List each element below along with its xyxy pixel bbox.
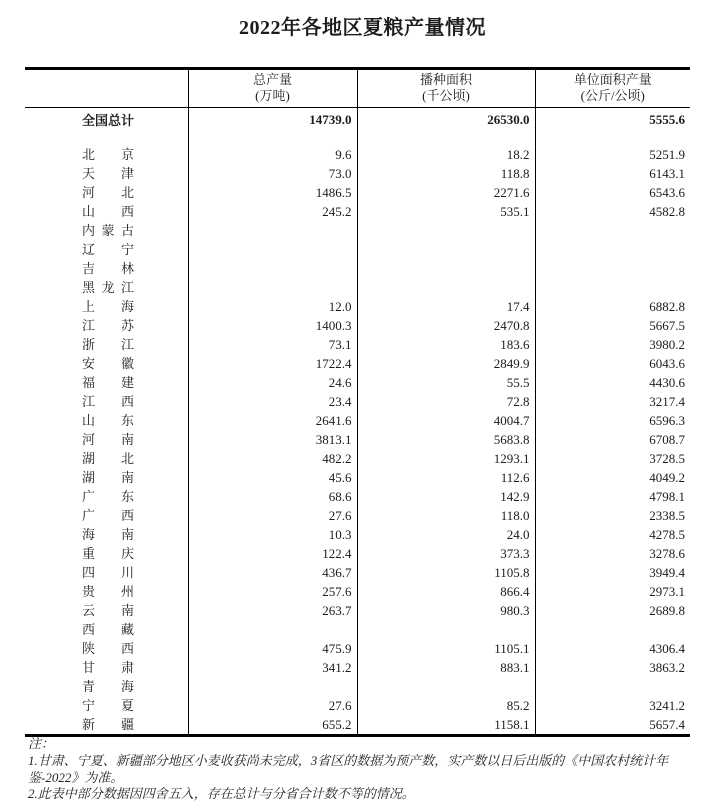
- region-cell: [25, 544, 188, 563]
- table-header: [25, 69, 690, 108]
- table-row: [25, 221, 690, 240]
- region-cell: [25, 525, 188, 544]
- note-line: 1.甘肃、宁夏、新疆部分地区小麦收获尚未完成，3省区的数据为预产数，实产数以日后出版的《中国农村统计年: [28, 752, 669, 768]
- value-cell: 112.6: [357, 468, 535, 487]
- region-name: 宁 夏: [82, 697, 134, 713]
- value-cell: 3980.2: [535, 335, 690, 354]
- region-name: 四 川: [82, 564, 134, 580]
- table-row: [25, 582, 690, 601]
- value-cell: 45.6: [188, 468, 357, 487]
- table-row: [25, 563, 690, 582]
- region-name: 贵 州: [82, 583, 134, 599]
- region-cell: [25, 221, 188, 240]
- header-total-output-unit: (万吨): [255, 88, 290, 103]
- value-cell: 12.0: [188, 297, 357, 316]
- value-cell: 3863.2: [535, 658, 690, 677]
- table-row: [25, 392, 690, 411]
- region-name: 甘 肃: [82, 659, 134, 675]
- spacer-row: [25, 132, 690, 145]
- region-cell: [25, 715, 188, 736]
- value-cell: 4798.1: [535, 487, 690, 506]
- value-cell: 17.4: [357, 297, 535, 316]
- value-cell: 3813.1: [188, 430, 357, 449]
- value-cell: 1722.4: [188, 354, 357, 373]
- region-name: 江 苏: [82, 317, 134, 333]
- value-cell: 118.8: [357, 164, 535, 183]
- value-cell: [188, 221, 357, 240]
- value-cell: [357, 259, 535, 278]
- region-name: 山 西: [82, 203, 134, 219]
- region-name: 上 海: [82, 298, 134, 314]
- value-cell: [188, 259, 357, 278]
- value-cell: 6143.1: [535, 164, 690, 183]
- value-cell: 5683.8: [357, 430, 535, 449]
- value-cell: [357, 240, 535, 259]
- value-cell: 1293.1: [357, 449, 535, 468]
- value-cell: [535, 240, 690, 259]
- value-cell: 6882.8: [535, 297, 690, 316]
- region-name: 西 藏: [82, 621, 134, 637]
- table-row: [25, 601, 690, 620]
- value-cell: 2689.8: [535, 601, 690, 620]
- region-cell: [25, 278, 188, 297]
- value-cell: 23.4: [188, 392, 357, 411]
- value-cell: 3728.5: [535, 449, 690, 468]
- region-cell: [25, 335, 188, 354]
- value-cell: 4049.2: [535, 468, 690, 487]
- value-cell: [535, 259, 690, 278]
- value-cell: 68.6: [188, 487, 357, 506]
- value-cell: 866.4: [357, 582, 535, 601]
- value-cell: 183.6: [357, 335, 535, 354]
- value-cell: 245.2: [188, 202, 357, 221]
- value-cell: [535, 221, 690, 240]
- value-cell: 475.9: [188, 639, 357, 658]
- region-name: 安 徽: [82, 355, 134, 371]
- header-region-blank: [25, 69, 188, 108]
- header-total-output: [188, 69, 357, 108]
- value-cell: 436.7: [188, 563, 357, 582]
- value-cell: 2849.9: [357, 354, 535, 373]
- value-cell: 3278.6: [535, 544, 690, 563]
- value-cell: 9.6: [188, 145, 357, 164]
- summer-grain-table-wrap: [25, 67, 690, 737]
- region-cell: [25, 183, 188, 202]
- value-cell: [188, 677, 357, 696]
- value-cell: 6543.6: [535, 183, 690, 202]
- header-unit-yield-title: 单位面积产量: [573, 72, 652, 87]
- value-cell: 2338.5: [535, 506, 690, 525]
- value-cell: 373.3: [357, 544, 535, 563]
- region-cell: [25, 259, 188, 278]
- table-row: [25, 373, 690, 392]
- table-row: [25, 145, 690, 164]
- value-cell: [535, 677, 690, 696]
- region-cell: [25, 392, 188, 411]
- value-cell: 2470.8: [357, 316, 535, 335]
- value-cell: 55.5: [357, 373, 535, 392]
- value-cell: [188, 278, 357, 297]
- value-cell: 3217.4: [535, 392, 690, 411]
- value-cell: 1105.1: [357, 639, 535, 658]
- table-row: [25, 297, 690, 316]
- region-name: 浙 江: [82, 336, 134, 352]
- region-cell: [25, 506, 188, 525]
- region-name: 吉 林: [82, 260, 134, 276]
- region-cell: [25, 449, 188, 468]
- table-row: [25, 544, 690, 563]
- value-cell: 263.7: [188, 601, 357, 620]
- table-row: [25, 487, 690, 506]
- value-cell: 10.3: [188, 525, 357, 544]
- value-cell: 980.3: [357, 601, 535, 620]
- value-cell: 535.1: [357, 202, 535, 221]
- table-row: [25, 696, 690, 715]
- table-row: [25, 658, 690, 677]
- header-sown-area: [357, 69, 535, 108]
- region-name: 广 东: [82, 488, 134, 504]
- total-yield-value: 5555.6: [535, 108, 690, 132]
- value-cell: 73.1: [188, 335, 357, 354]
- value-cell: 1158.1: [357, 715, 535, 736]
- value-cell: [535, 620, 690, 639]
- region-cell: [25, 620, 188, 639]
- value-cell: 72.8: [357, 392, 535, 411]
- total-row: [25, 108, 690, 132]
- value-cell: 5667.5: [535, 316, 690, 335]
- value-cell: 4306.4: [535, 639, 690, 658]
- table-row: [25, 164, 690, 183]
- region-name: 河 南: [82, 431, 134, 447]
- value-cell: 4430.6: [535, 373, 690, 392]
- region-cell: [25, 354, 188, 373]
- region-name: 内 蒙 古: [82, 222, 134, 238]
- value-cell: 655.2: [188, 715, 357, 736]
- total-region-name: 全 国 总 计: [82, 113, 135, 129]
- value-cell: [357, 620, 535, 639]
- region-name: 湖 北: [82, 450, 134, 466]
- value-cell: 6596.3: [535, 411, 690, 430]
- value-cell: 341.2: [188, 658, 357, 677]
- header-row: [25, 69, 690, 108]
- region-cell: [25, 582, 188, 601]
- region-name: 新 疆: [82, 716, 134, 732]
- value-cell: 5251.9: [535, 145, 690, 164]
- value-cell: 4278.5: [535, 525, 690, 544]
- region-cell: [25, 487, 188, 506]
- table-row: [25, 468, 690, 487]
- value-cell: 2973.1: [535, 582, 690, 601]
- region-cell: [25, 468, 188, 487]
- value-cell: 2271.6: [357, 183, 535, 202]
- region-name: 青 海: [82, 678, 134, 694]
- region-name: 河 北: [82, 184, 134, 200]
- value-cell: 85.2: [357, 696, 535, 715]
- region-cell: [25, 297, 188, 316]
- value-cell: [535, 278, 690, 297]
- table-row: [25, 411, 690, 430]
- region-name: 福 建: [82, 374, 134, 390]
- table-row: [25, 639, 690, 658]
- value-cell: 1105.8: [357, 563, 535, 582]
- value-cell: [357, 221, 535, 240]
- table-body: [25, 108, 690, 736]
- table-row: [25, 316, 690, 335]
- region-name: 海 南: [82, 526, 134, 542]
- region-cell: [25, 658, 188, 677]
- value-cell: 4582.8: [535, 202, 690, 221]
- region-name: 云 南: [82, 602, 134, 618]
- table-row: [25, 677, 690, 696]
- value-cell: 1486.5: [188, 183, 357, 202]
- region-cell: [25, 240, 188, 259]
- value-cell: 118.0: [357, 506, 535, 525]
- table-row: [25, 715, 690, 736]
- region-cell: [25, 316, 188, 335]
- value-cell: 24.0: [357, 525, 535, 544]
- value-cell: 18.2: [357, 145, 535, 164]
- region-name: 山 东: [82, 412, 134, 428]
- region-name: 江 西: [82, 393, 134, 409]
- table-row: [25, 449, 690, 468]
- table-row: [25, 506, 690, 525]
- region-cell: [25, 677, 188, 696]
- note-line: 2.此表中部分数据因四舍五入，存在总计与分省合计数不等的情况。: [28, 786, 415, 802]
- value-cell: 2641.6: [188, 411, 357, 430]
- value-cell: 4004.7: [357, 411, 535, 430]
- region-name: 辽 宁: [82, 241, 134, 257]
- page-title: 2022年各地区夏粮产量情况: [239, 17, 486, 39]
- value-cell: 27.6: [188, 696, 357, 715]
- value-cell: 122.4: [188, 544, 357, 563]
- table-row: [25, 620, 690, 639]
- value-cell: 482.2: [188, 449, 357, 468]
- region-cell: [25, 430, 188, 449]
- value-cell: 73.0: [188, 164, 357, 183]
- value-cell: [188, 620, 357, 639]
- table-row: [25, 335, 690, 354]
- value-cell: [357, 677, 535, 696]
- total-area-value: 26530.0: [357, 108, 535, 132]
- value-cell: 5657.4: [535, 715, 690, 736]
- region-name: 黑 龙 江: [82, 279, 134, 295]
- value-cell: 6708.7: [535, 430, 690, 449]
- summer-grain-table: [25, 67, 690, 737]
- region-name: 广 西: [82, 507, 134, 523]
- total-output-value: 14739.0: [188, 108, 357, 132]
- value-cell: 142.9: [357, 487, 535, 506]
- notes: [28, 736, 706, 803]
- table-row: [25, 259, 690, 278]
- region-name: 重 庆: [82, 545, 134, 561]
- note-line: 鉴-2022》为准。: [28, 769, 124, 785]
- region-cell: [25, 373, 188, 392]
- value-cell: [188, 240, 357, 259]
- header-unit-yield-unit: (公斤/公顷): [580, 88, 645, 103]
- region-cell: [25, 601, 188, 620]
- value-cell: 3241.2: [535, 696, 690, 715]
- region-name: 天 津: [82, 165, 134, 181]
- region-cell: [25, 563, 188, 582]
- notes-label: 注：: [28, 736, 55, 751]
- total-region-cell: [25, 108, 188, 132]
- header-total-output-title: 总产量: [252, 72, 292, 87]
- header-sown-area-title: 播种面积: [419, 72, 472, 87]
- value-cell: 1400.3: [188, 316, 357, 335]
- table-row: [25, 202, 690, 221]
- region-cell: [25, 696, 188, 715]
- region-cell: [25, 639, 188, 658]
- region-cell: [25, 145, 188, 164]
- region-name: 陕 西: [82, 640, 134, 656]
- table-row: [25, 183, 690, 202]
- region-name: 湖 南: [82, 469, 134, 485]
- region-name: 北 京: [82, 146, 134, 162]
- value-cell: 883.1: [357, 658, 535, 677]
- value-cell: [357, 278, 535, 297]
- value-cell: 24.6: [188, 373, 357, 392]
- value-cell: 6043.6: [535, 354, 690, 373]
- header-unit-yield: [535, 69, 690, 108]
- value-cell: 257.6: [188, 582, 357, 601]
- table-row: [25, 525, 690, 544]
- value-cell: 3949.4: [535, 563, 690, 582]
- table-row: [25, 278, 690, 297]
- region-cell: [25, 202, 188, 221]
- header-sown-area-unit: (千公顷): [422, 88, 470, 103]
- table-row: [25, 240, 690, 259]
- table-row: [25, 354, 690, 373]
- table-row: [25, 430, 690, 449]
- value-cell: 27.6: [188, 506, 357, 525]
- region-cell: [25, 411, 188, 430]
- region-cell: [25, 164, 188, 183]
